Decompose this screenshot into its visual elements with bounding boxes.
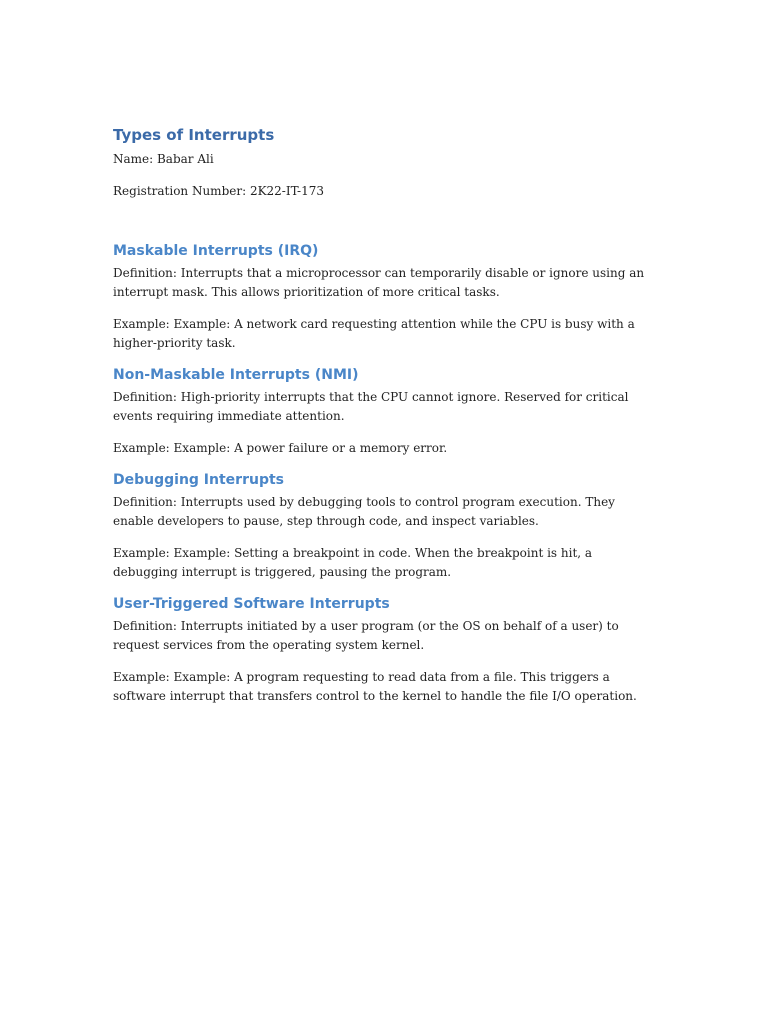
section-heading: Debugging Interrupts — [113, 472, 284, 488]
section-example: Example: Example: Setting a breakpoint in code. When the breakpoint is hit, a debugging interrupt is triggered, pausing the program. — [113, 546, 593, 579]
section-heading: Non-Maskable Interrupts (NMI) — [113, 367, 359, 383]
document-title: Types of Interrupts — [113, 126, 275, 144]
sections-list — [113, 241, 658, 706]
section-definition: Definition: High-priority interrupts that the CPU cannot ignore. Reserved for critical events requiring immediate attention. — [113, 390, 629, 423]
section-user-triggered-software-interrupts — [113, 594, 658, 706]
section-example: Example: Example: A power failure or a memory error. — [113, 441, 448, 455]
section-debugging-interrupts — [113, 470, 658, 582]
section-heading: User-Triggered Software Interrupts — [113, 596, 390, 612]
section-heading: Maskable Interrupts (IRQ) — [113, 243, 319, 259]
section-example: Example: Example: A program requesting to read data from a file. This triggers a software interrupt that transfers control to the kernel to handle the file I/O operation. — [113, 670, 637, 703]
author-name: Name: Babar Ali — [113, 152, 214, 166]
section-example: Example: Example: A network card requesting attention while the CPU is busy with a higher-priority task. — [113, 317, 635, 350]
registration-number: Registration Number: 2K22-IT-173 — [113, 184, 325, 198]
section-definition: Definition: Interrupts used by debugging tools to control program execution. They enable developers to pause, step through code, and inspect variables. — [113, 495, 615, 528]
section-non-maskable-interrupts — [113, 365, 658, 458]
section-definition: Definition: Interrupts initiated by a user program (or the OS on behalf of a user) to request services from the operating system kernel. — [113, 619, 619, 652]
document-page — [113, 124, 658, 706]
section-maskable-interrupts — [113, 241, 658, 353]
section-definition: Definition: Interrupts that a microprocessor can temporarily disable or ignore using an interrupt mask. This allows prioritization of more critical tasks. — [113, 266, 645, 299]
